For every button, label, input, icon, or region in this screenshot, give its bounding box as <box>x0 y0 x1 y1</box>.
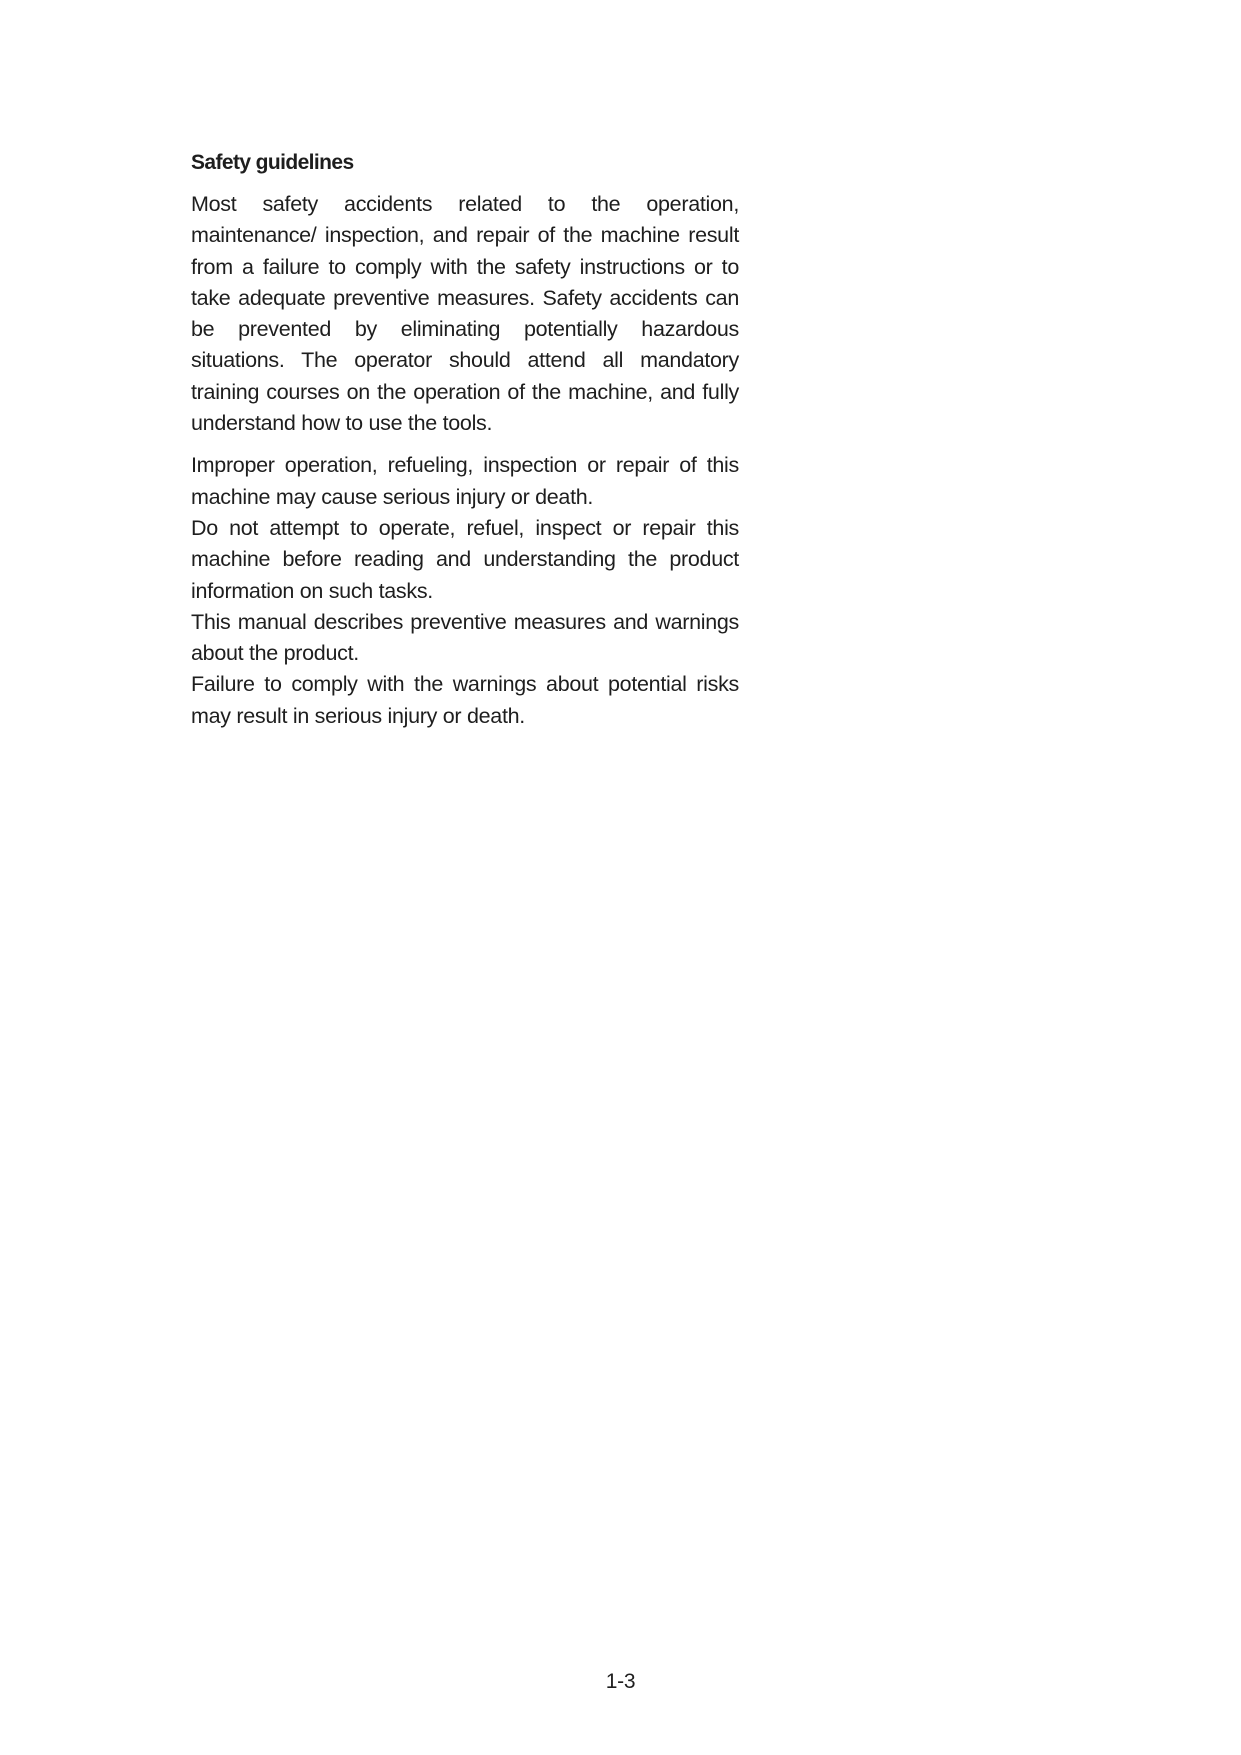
paragraph-manual-describes: This manual describes preventive measures and warnings about the product. <box>191 609 739 666</box>
section-title: Safety guidelines <box>191 151 354 174</box>
paragraph-improper-operation: Improper operation, refueling, inspection or repair of this machine may cause serious injury or death. <box>191 453 739 509</box>
paragraph-do-not-attempt: Do not attempt to operate, refuel, inspect or repair this machine before reading and understanding the product information on such tasks. <box>191 515 739 603</box>
safety-guidelines-section <box>191 149 739 732</box>
paragraph-failure-to-comply: Failure to comply with the warnings about potential risks may result in serious injury or death. <box>191 672 739 728</box>
paragraph-safety-accidents: Most safety accidents related to the operation, maintenance/ inspection, and repair of the machine result from a failure to comply with the safety instructions or to take adequate preventive measures. Safety accidents can be prevented by eliminating potentially hazardous situations. The operator should attend all mandatory training courses on the operation of the machine, and fully understand how to use the tools. <box>191 192 739 436</box>
page-number: 1-3 <box>605 1670 636 1693</box>
